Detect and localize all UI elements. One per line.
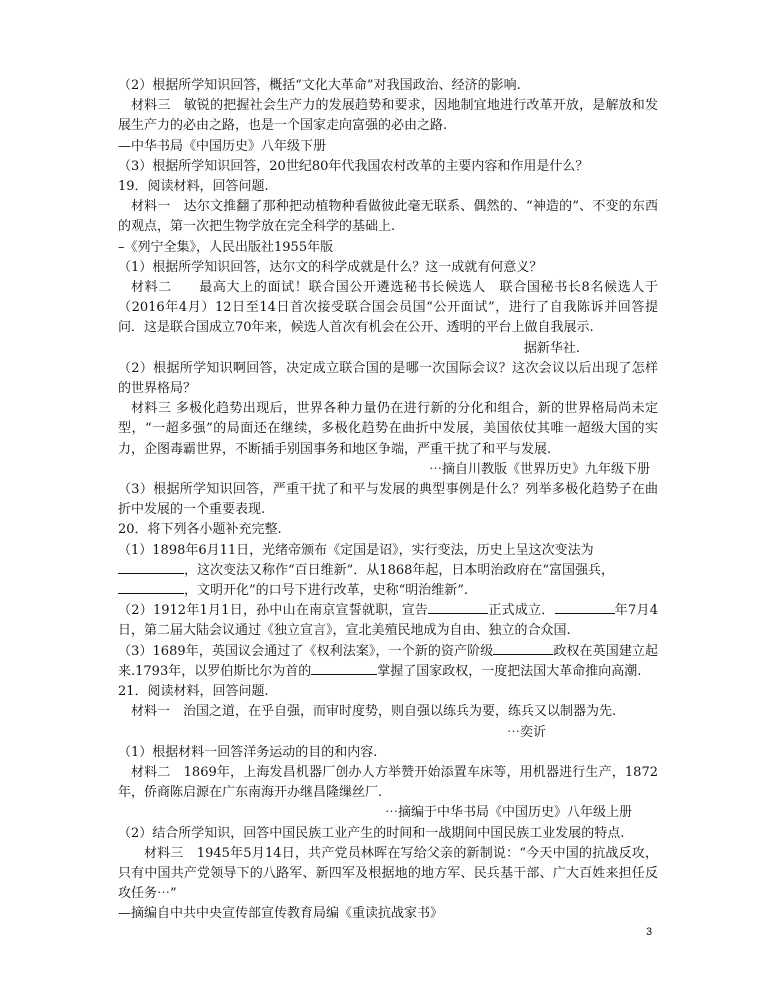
page-number: 3 (646, 926, 653, 938)
q20-2-part-b: 正式成立． (488, 603, 555, 619)
q19-material-3-text: 材料三 多极化趋势出现后，世界各种力量仍在进行新的分化和组合，新的世界格局尚未定型，“一超多强”的局面还在继续，多极化趋势在曲折中发展，美国依仗其唯一超级大国的实力，企图毒霸世界，不断插手别国事务和地区争端，严重干扰了和平与发展. (118, 401, 658, 457)
answer-blank[interactable] (311, 662, 377, 675)
question-19-2: （2）根据所学知识啊回答，决定成立联合国的是哪一次国际会议？这次会议以后出现了怎样的世界格局？ (118, 360, 658, 397)
material-3-source: —中华书局《中国历史》八年级下册 (118, 138, 327, 154)
q20-1-part-c: ，文明开化”的口号下进行改革，史称“明治维新”. (184, 583, 469, 599)
q19-material-2-source: 据新华社. (523, 340, 580, 356)
question-21-heading: 21．阅读材料，回答问题. (118, 684, 269, 700)
question-18-3: （3）根据所学知识回答，20世纪80年代我国农村改革的主要内容和作用是什么？ (118, 158, 589, 174)
question-18-2: （2）根据所学知识回答，概括“文化大革命”对我国政治、经济的影响. (118, 78, 521, 93)
answer-blank[interactable] (555, 601, 615, 614)
q21-material-3-source: —摘编自中共中央宣传部宣传教育局编《重读抗战家书》 (118, 906, 444, 922)
question-21-2: （2）结合所学知识，回答中国民族工业产生的时间和一战期间中国民族工业发展的特点. (118, 825, 625, 841)
question-20-1 (118, 541, 658, 602)
question-19-1: （1）根据所学知识回答，达尔文的科学成就是什么？这一成就有何意义？ (118, 259, 543, 275)
q19-material-1-text: 材料一 达尔文推翻了那种把动植物种看做彼此毫无联系、偶然的、“神造的”、不变的东西的观点，第一次把生物学放在完全科学的基础上. (118, 199, 658, 235)
q20-1-part-a: （1）1898年6月11日，光绪帝颁布《定国是诏》，实行变法，历史上呈这次变法为 (118, 542, 594, 558)
q21-material-3-text: 材料三 1945年5月14日，共产党员林晖在写给父亲的新制说：“今天中国的抗战反攻，只有中国共产党领导下的八路军、新四军及根据地的地方军、民兵基干部、广大百姓来担任反攻任务⋯” (118, 845, 658, 902)
q19-material-3-source: ⋯摘自川教版《世界历史》九年级下册 (428, 461, 650, 477)
q19-material-2-text: 材料二 最高大上的面试！联合国公开遴选秘书长候选人 联合国秘书长8名候选人于（2016年4月）12日至14日首次接受联合国会员国“公开面试”，进行了自我陈诉并回答提问．这是联合国成立70年来，候选人首次有机会在公开、透明的平台上做自我展示. (118, 280, 658, 336)
page-content (118, 76, 658, 925)
question-20-2 (118, 601, 658, 641)
q20-2-part-a: （2）1912年1月1日，孙中山在南京宣誓就职，宣告 (118, 603, 429, 619)
q20-3-part-a: （3）1689年，英国议会通过了《权利法案》，一个新的资产阶级 (118, 643, 494, 659)
material-3-text: 材料三 敏锐的把握社会生产力的发展趋势和要求，因地制宜地进行改革开放，是解放和发展生产力的必由之路，也是一个国家走向富强的必由之路. (118, 98, 658, 134)
q20-1-part-b: ，这次变法又称作“百日维新”．从1868年起，日本明治政府在“富国强兵， (184, 562, 615, 578)
question-21-1: （1）根据材料一回答洋务运动的目的和内容. (118, 744, 378, 760)
q21-material-2-source: ⋯摘编于中华书局《中国历史》八年级上册 (384, 805, 632, 821)
answer-blank[interactable] (118, 581, 184, 594)
answer-blank[interactable] (428, 601, 488, 614)
question-19-3: （3）根据所学知识回答，严重干扰了和平与发展的典型事例是什么？列举多极化趋势子在曲折中发展的一个重要表现. (118, 482, 658, 518)
question-20-3 (118, 642, 658, 682)
q21-material-1-text: 材料一 治国之道，在乎自强，而审时度势，则自强以练兵为要，练兵又以制器为先. (131, 704, 617, 720)
q21-material-2-text: 材料二 1869年，上海发昌机器厂创办人方举赞开始添置车床等，用机器进行生产，1872年，侨商陈启源在广东南海开办继昌隆缫丝厂. (118, 764, 658, 801)
q20-3-part-b: 政权在英国建立起来.1793年，以罗伯斯比尔为首的 (118, 643, 658, 679)
question-19-heading: 19．阅读材料，回答问题. (118, 179, 269, 195)
answer-blank[interactable] (493, 642, 553, 655)
q20-2-part-c: 年7月4日，第二届大陆会议通过《独立宣言》，宣北美殖民地成为自由、独立的合众国. (118, 603, 658, 639)
q21-material-1-source: ⋯奕䜣 (506, 724, 546, 740)
q19-material-1-source: –《列宁全集》，人民出版社1955年版 (118, 239, 334, 255)
q20-3-part-c: 掌握了国家政权，一度把法国大革命推向高潮. (377, 663, 642, 679)
answer-blank[interactable] (118, 561, 184, 574)
question-20-heading: 20．将下列各小题补充完整. (118, 522, 282, 538)
